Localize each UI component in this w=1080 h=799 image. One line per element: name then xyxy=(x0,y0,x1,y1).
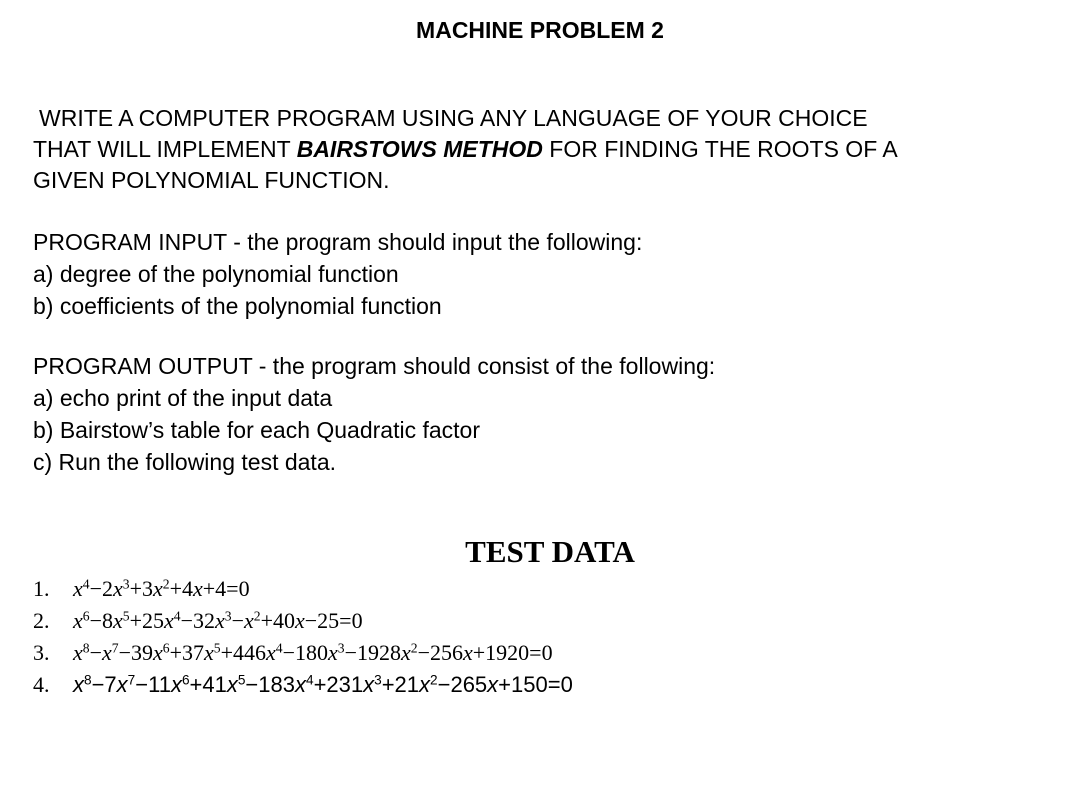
equation-item xyxy=(33,637,573,669)
equation-number: 1. xyxy=(33,576,50,601)
output-heading: PROGRAM OUTPUT - the program should consist of the following: xyxy=(33,353,716,379)
assignment-description xyxy=(33,103,1053,196)
equation: $x^6-8x^5+25x^4-32x^3-x^2+40x-25=0$ xyxy=(73,608,363,633)
method-name: BAIRSTOWS METHOD xyxy=(296,136,543,162)
description-line-1: WRITE A COMPUTER PROGRAM USING ANY LANGUAGE OF YOUR CHOICE xyxy=(39,105,868,131)
description-text: THAT WILL IMPLEMENT xyxy=(33,136,297,162)
page-title: MACHINE PROBLEM 2 xyxy=(416,17,664,43)
description-line-3: GIVEN POLYNOMIAL FUNCTION. xyxy=(33,167,390,193)
list-item: b) coefficients of the polynomial function xyxy=(33,293,442,319)
program-input-section xyxy=(33,226,642,322)
equation-item xyxy=(33,573,573,605)
equation-item xyxy=(33,605,573,637)
list-item: b) Bairstow’s table for each Quadratic factor xyxy=(33,417,481,443)
program-output-section xyxy=(33,350,715,478)
description-line-2 xyxy=(33,134,1053,165)
list-item: a) degree of the polynomial function xyxy=(33,261,399,287)
test-equation-list xyxy=(33,573,573,701)
equation: $x^4-2x^3+3x^2+4x+4=0$ xyxy=(73,576,250,601)
description-text: FOR FINDING THE ROOTS OF A xyxy=(542,136,898,162)
equation-number: 4. xyxy=(33,672,50,697)
list-item: c) Run the following test data. xyxy=(33,449,336,475)
equation: $x^8-x^7-39x^6+37x^5+446x^4-180x^3-1928x^2-256x+1920=0$ xyxy=(73,640,553,665)
equation-number: 2. xyxy=(33,608,50,633)
equation: $x^8-7x^7-11x^6+41x^5-183x^4+231x^3+21x^2-265x+150=0$ xyxy=(73,672,573,697)
input-heading: PROGRAM INPUT - the program should input the following: xyxy=(33,229,643,255)
test-data-title: TEST DATA xyxy=(465,534,635,569)
equation-number: 3. xyxy=(33,640,50,665)
equation-item xyxy=(33,669,573,701)
list-item: a) echo print of the input data xyxy=(33,385,333,411)
